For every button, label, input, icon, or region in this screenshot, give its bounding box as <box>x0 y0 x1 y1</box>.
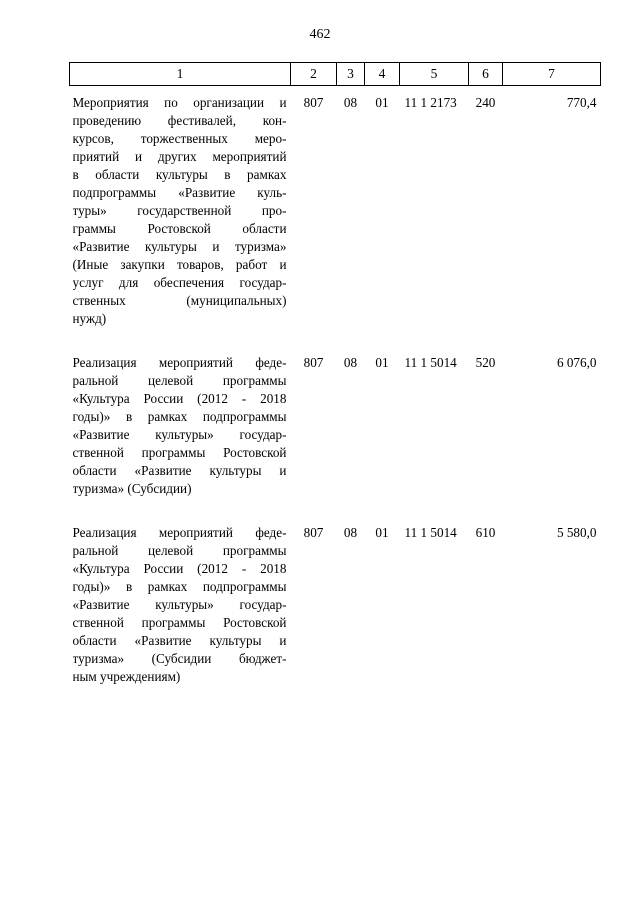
description-line: Реализация мероприятий феде- <box>72 355 287 370</box>
description-line: в области культуры в рамках <box>72 167 287 182</box>
description-line: нужд) <box>72 311 107 326</box>
description-line: Реализация мероприятий феде- <box>72 525 287 540</box>
row-target-article: 11 1 2173 <box>404 95 457 110</box>
description-line: ственной программы Ростовской <box>72 445 287 460</box>
row-target-article: 11 1 5014 <box>404 355 457 370</box>
row-target-article: 11 1 5014 <box>404 525 457 540</box>
row-expense-type: 610 <box>475 525 496 540</box>
row-admin-code: 807 <box>303 525 324 540</box>
description-line: «Развитие культуры» государ- <box>72 427 287 442</box>
row-section-code: 08 <box>343 355 358 370</box>
row-description <box>70 516 291 704</box>
table-row <box>70 516 601 704</box>
row-description <box>70 86 291 347</box>
row-description <box>70 346 291 516</box>
description-line: услуг для обеспечения государ- <box>72 275 287 290</box>
row-subsection-code: 01 <box>375 95 389 110</box>
description-line: области «Развитие культуры и <box>72 633 287 648</box>
row-expense-type: 240 <box>475 95 496 110</box>
description-line: ственной программы Ростовской <box>72 615 287 630</box>
header-col-4: 4 <box>365 63 400 86</box>
description-line: «Культура России (2012 - 2018 <box>72 561 287 576</box>
row-section-code: 08 <box>343 95 358 110</box>
description-line: (Иные закупки товаров, работ и <box>72 257 287 272</box>
header-col-5: 5 <box>400 63 469 86</box>
header-col-2: 2 <box>291 63 337 86</box>
description-line: туризма» (Субсидии) <box>72 481 192 496</box>
table-row <box>70 346 601 516</box>
row-admin-code: 807 <box>303 95 324 110</box>
row-subsection-code: 01 <box>375 525 389 540</box>
budget-table <box>69 62 601 704</box>
description-line: ральной целевой программы <box>72 543 287 558</box>
description-line: проведению фестивалей, кон- <box>72 113 287 128</box>
header-col-6: 6 <box>469 63 503 86</box>
header-col-3: 3 <box>337 63 365 86</box>
row-amount: 5 580,0 <box>556 525 597 540</box>
row-amount: 770,4 <box>566 95 597 110</box>
description-line: «Развитие культуры и туризма» <box>72 239 287 254</box>
description-line: подпрограммы «Развитие куль- <box>72 185 287 200</box>
table-row <box>70 86 601 347</box>
header-row <box>70 63 601 86</box>
description-line: ральной целевой программы <box>72 373 287 388</box>
description-line: «Культура России (2012 - 2018 <box>72 391 287 406</box>
header-col-1: 1 <box>70 63 291 86</box>
description-line: туризма» (Субсидии бюджет- <box>72 651 287 666</box>
row-section-code: 08 <box>343 525 358 540</box>
description-line: ственных (муниципальных) <box>72 293 287 308</box>
header-col-7: 7 <box>503 63 601 86</box>
description-line: граммы Ростовской области <box>72 221 287 236</box>
description-line: курсов, торжественных меро- <box>72 131 287 146</box>
row-expense-type: 520 <box>475 355 496 370</box>
page-number: 462 <box>309 27 331 42</box>
description-line: Мероприятия по организации и <box>72 95 287 110</box>
row-amount: 6 076,0 <box>556 355 597 370</box>
description-line: «Развитие культуры» государ- <box>72 597 287 612</box>
row-subsection-code: 01 <box>375 355 389 370</box>
description-line: ным учреждениям) <box>72 669 181 684</box>
description-line: годы)» в рамках подпрограммы <box>72 409 287 424</box>
row-admin-code: 807 <box>303 355 324 370</box>
description-line: годы)» в рамках подпрограммы <box>72 579 287 594</box>
description-line: туры» государственной про- <box>72 203 287 218</box>
description-line: области «Развитие культуры и <box>72 463 287 478</box>
description-line: приятий и других мероприятий <box>72 149 287 164</box>
